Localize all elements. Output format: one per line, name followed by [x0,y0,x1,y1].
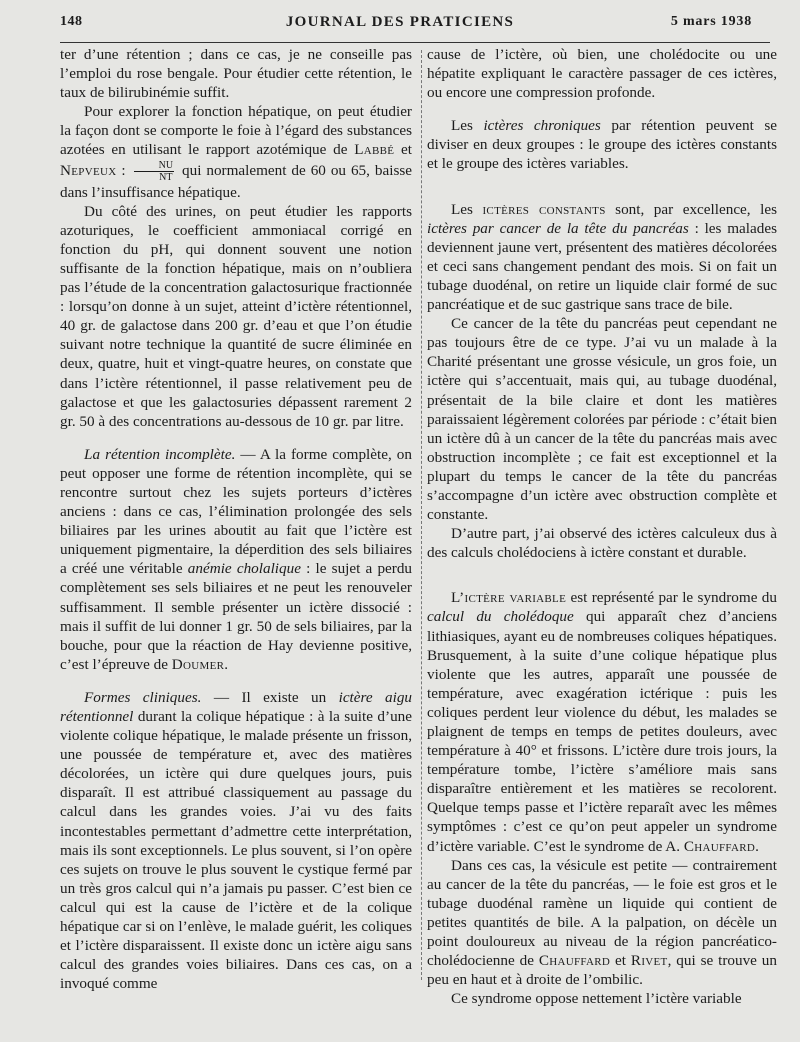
paragraph: D’autre part, j’ai observé des ictères calculeux dus à des calculs cholédociens à ictère constant et durable. [427,525,777,562]
paragraph [60,688,412,994]
text: et [394,141,413,159]
small-caps-term: L’ictère variable [451,589,567,607]
fraction-denominator: NT [159,171,173,183]
paragraph: Ce syndrome oppose nettement l’ictère variable [451,990,742,1008]
text: Les [451,200,483,218]
italic-term: ictères chroniques [483,117,601,135]
author-name: Labbé [354,141,395,159]
column-divider [421,50,422,980]
journal-title: JOURNAL DES PRATICIENS [285,14,515,30]
text: . [755,837,759,855]
text: : le sujet a perdu complètement ses sels biliaires et ne peut les renouveler suffisamment. Il semble présenter un ictère dissocié : mais il suffit de lui donner 1 gr. 50 de sels biliaires, par la bouche, pour que la réaction de Hay devienne positive, c’est l’épreuve de [60,560,413,673]
section-heading: Formes cliniques. [84,688,202,706]
text: est représenté par le syndrome du [566,589,777,607]
text: Pour explorer la fonction hépatique, on peut étudier la façon dont se comporte le foie à l’égard des substances azotées en utilisant le rapport azotémique de [60,103,412,159]
text: . [224,655,229,673]
italic-term: calcul du cholédoque [427,608,574,626]
paragraph [427,116,777,173]
small-caps-term: ictères constants [482,200,606,218]
page-header [0,10,800,38]
text: et [610,952,631,970]
paragraph [427,200,777,315]
text: par rétention peuvent se diviser en deux groupes : le groupe des ictères constants et le groupe des ictères variables. [427,117,777,173]
header-rule [60,42,770,43]
italic-term: ictères par cancer de la tête du pancréas [427,219,689,237]
text: — A la forme complète, on peut opposer une forme de rétention incomplète, qui se rencontre surtout chez les sujets porteurs d’ictères anciens : dans ce cas, l’élimination prolongée des sels biliaires par les urines aboutit au fait que l’ictère est uniquement pigmentaire, la déperdition des sels biliaires a créé une véritable [60,445,412,578]
paragraph [427,856,777,990]
issue-date: 5 mars 1938 [670,14,752,29]
left-column [60,45,412,993]
text: durant la colique hépatique : à la suite d’une violente colique hépatique, le malade présente un frisson, une poussée de température et, avec des matières décolorées, un ictère qui dure quelques jours, puis disparaît. Il est attribué classiquement au passage du calcul dans les grandes voies. J’ai vu des faits incontestables permettant d’admettre cette interprétation, mais ils sont exceptionnels. Le plus souvent, si l’on opère ces sujets on trouve le plus souvent le cystique fermé par un très gros calcul qui n’a jamais pu passer. C’est bien ce calcul qui est la cause de l’ictère et de la colique hépatique car si on l’enlève, le malade guérit, les coliques et l’ictère disparaissent. Il existe donc un ictère aigu sans calcul des grandes voies biliaires. Dans ces cas, on a invoqué comme [60,708,412,993]
text: , qui se trouve un peu en haut et à droite de l’ombilic. [427,952,777,989]
paragraph: Du côté des urines, on peut étudier les rapports azoturiques, le coefficient ammoniacal corrigé en fonction du pH, qui donnent souvent une notion suffisante de la fonction hépatique, mais on n’oubliera pas l’étude de la concentration galactosurique fractionnée : lorsqu’on donne à un sujet, atteint d’ictère rétentionnel, 40 gr. de galactose dans 200 gr. d’eau et que l’on étudie suivant notre technique la quantité de sucre éliminée en deux, quatre, huit et vingt-quatre heures, on constate que dans l’ictère rétentionnel, il passe relativement peu de galactose et que les galactosuries dépassent rarement 2 gr. 50 à des concentrations au-dessous de 10 gr. par litre. [60,202,412,430]
text: — Il existe un [201,688,339,706]
author-name: Doumer [171,655,225,673]
text: qui apparaît chez d’anciens lithiasiques, ayant eu de nombreuses coliques hépatiques. Brusquement, à la suite d’une colique hépatique plus violente que les autres, apparaît une poussée de température, avec exagération ictérique : puis les coliques perdent leur violence du début, les malades se plaignent de temps en temps de petites douleurs, avec température à 40° et frissons. L’ictère dure trois jours, la température tombe, l’ictère s’améliore mais sans disparaître entièrement et les matières se recolorent. Quelque temps passe et l’ictère reparaît avec les mêmes symptômes : c’est ce qu’on peut appeler un syndrome d’ictère variable. C’est le syndrome de A. [427,608,777,855]
italic-term: ictère aigu rétentionnel [60,688,413,725]
paragraph: ter d’une rétention ; dans ce cas, je ne conseille pas l’emploi du rose bengale. Pour étudier cette rétention, le taux de bilirubinémie suffit. [60,46,412,102]
italic-term: anémie cholalique [187,560,301,578]
text: Dans ces cas, la vésicule est petite — contrairement au cancer de la tête du pancréas, — le foie est gros et le tubage duodénal ramène un liquide qui contient de petites quantités de bile. A la palpation, on décèle un point douloureux au niveau de la région pancréatico-cholédocienne de [427,856,777,970]
text: qui normalement de 60 ou 65, baisse dans l’insuffisance hépatique. [60,161,413,201]
paragraph: Ce cancer de la tête du pancréas peut cependant ne pas toujours être de ce type. J’ai vu un malade à la Charité présentant une grosse vésicule, un gros foie, un ictère qui s’accentuait, mais qui, au tubage duodénal, présentait de la bile claire et dont les matières paraissaient légèrement colorées par période : c’était bien un ictère dû à un cancer de la tête du pancréas mais avec obstruction incomplète ; ce fait est exceptionnel et la plupart du temps le cancer de la tête du pancréas s’accompagne d’un ictère avec obstruction complète et constante. [427,315,777,524]
paragraph [427,588,777,855]
author-name: Nepveux [60,161,117,179]
section-heading: La rétention incomplète. [84,445,236,463]
paragraph [60,445,412,674]
paragraph: cause de l’ictère, où bien, une cholédocite ou une hépatite expliquant le caractère passager de ces ictères, ou encore une compression profonde. [427,46,777,102]
page-number: 148 [60,14,83,29]
ratio-fraction [134,160,174,183]
text: : [116,161,126,179]
text: sont, par excellence, les [605,200,777,218]
text: Les [451,117,484,135]
right-column [427,45,777,1008]
paragraph [60,102,412,201]
fraction-numerator: NU [134,160,174,172]
author-name: Chauffard [683,837,756,855]
author-name: Chauffard [538,952,611,970]
author-name: Rivet [630,952,668,970]
text: : les malades deviennent jaune vert, présentent des matières décolorées et ceci sans changement pendant des mois. Si on fait un tubage duodénal, on retire un liquide clair formé de suc pancréatique et de suc gastrique sans trace de bile. [427,219,777,314]
